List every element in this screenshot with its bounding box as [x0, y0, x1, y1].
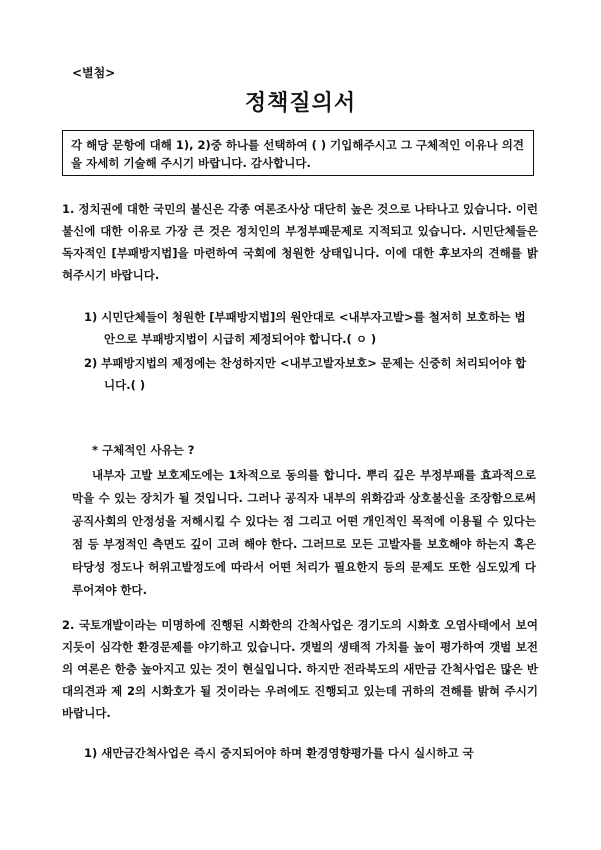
- attachment-tag: <별첨>: [72, 66, 116, 80]
- instruction-box: 각 해당 문항에 대해 1), 2)중 하나를 선택하여 ( ) 기입해주시고 그 구체적인 이유나 의견을 자세히 기술해 주시기 바랍니다. 감사합니다.: [62, 130, 534, 176]
- page-title: 정책질의서: [244, 91, 357, 116]
- question-1-option-1: 1) 시민단체들이 청원한 [부패방지법]의 원안대로 <내부자고발>를 철저히 보호하는 법안으로 부패방지법이 시급히 제정되어야 합니다.( ㅇ ): [84, 310, 526, 346]
- question-1-option-2: 2) 부패방지법의 제정에는 찬성하지만 <내부고발자보호> 문제는 신중히 처리되어야 합니다.( ): [84, 356, 527, 392]
- reason-label: * 구체적인 사유는 ?: [92, 443, 195, 457]
- question-1-text: 1. 정치권에 대한 국민의 불신은 각종 여론조사상 대단히 높은 것으로 나타나고 있습니다. 이런 불신에 대한 이유로 가장 큰 것은 정치인의 부정부패문제로 지적되고 있습니다. 시민단체들은 독자적인 [부패방지법]을 마련하여 국회에 청원한 상태입니다. 이에 대한 후보자의 견해를 밝혀주시기 바랍니다.: [62, 202, 538, 282]
- question-2-option-1: 1) 새만금간척사업은 즉시 중지되어야 하며 환경영향평가를 다시 실시하고 국: [84, 746, 474, 760]
- question-2-text: 2. 국토개발이라는 미명하에 진행된 시화한의 간척사업은 경기도의 시화호 오염사태에서 보여지듯이 심각한 환경문제를 야기하고 있습니다. 갯벌의 생태적 가치를 높이 평가하여 갯벌 보전의 여론은 한층 높아지고 있는 것이 현실입니다. 하지만 전라북도의 새만금 간척사업은 많은 반대의견과 제 2의 시화호가 될 것이라는 우려에도 진행되고 있는데 귀하의 견해를 밝혀 주시기바랍니다.: [62, 618, 538, 720]
- reason-text: 내부자 고발 보호제도에는 1차적으로 동의를 합니다. 뿌리 깊은 부정부패를 효과적으로 막을 수 있는 장치가 될 것입니다. 그러나 공직자 내부의 위화감과 상호불신을 조장함으로써 공직사회의 안정성을 저해시킬 수 있다는 점 그리고 어떤 개인적인 목적에 이용될 수 있다는 점 등 부정적인 측면도 깊이 고려 해야 한다. 그러므로 모든 고발자를 보호해야 하는지 혹은 타당성 정도나 허위고발정도에 따라서 어떤 처리가 필요한지 등의 문제도 또한 심도있게 다루어져야 한다.: [72, 468, 536, 597]
